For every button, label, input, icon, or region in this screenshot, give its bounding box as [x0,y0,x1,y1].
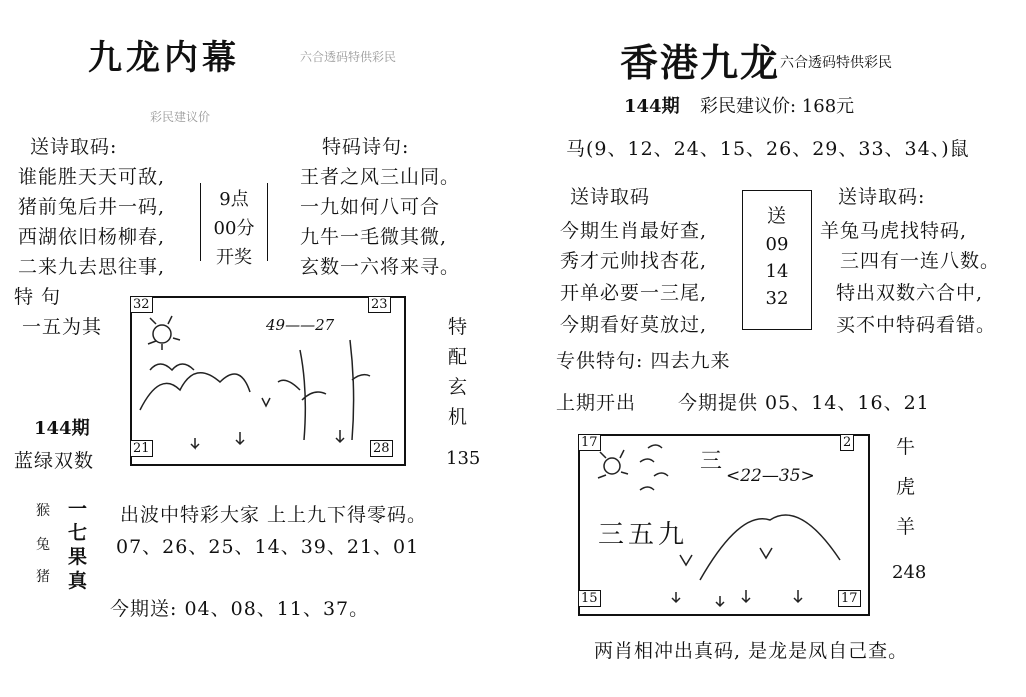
left-corner-tr: 23 [368,296,391,313]
left-poem-right-line: 玄数一六将来寻。 [300,256,461,278]
right-poem-right-line: 特出双数六合中, [836,282,984,304]
right-sketch-chars: 三五九 [598,520,689,550]
zodiac-small: 兔 [36,537,50,553]
right-vertical-value: 248 [892,562,927,583]
right-poem-right-line: 三四有一连八数。 [840,250,1001,272]
right-poem-line: 今期生肖最好查, [560,220,708,242]
left-vertical-label: 配 [448,346,469,368]
left-poem-right-line: 王者之风三山同。 [300,166,461,188]
right-sketch-three: 三 [700,449,723,474]
draw-time-hour: 9点 [219,189,249,210]
big-vertical-char: 真 [68,570,89,592]
cloud-icon [150,364,194,370]
right-corner-tl: 17 [578,434,601,451]
left-poem-line: 猪前兔后井一码, [18,196,166,218]
draw-time-label: 开奖 [216,247,252,268]
send-box-number: 09 [765,234,789,255]
arrow-icon [336,430,344,442]
draw-time-minute: 00分 [213,218,255,239]
arrow-icon [236,432,244,444]
right-poem-right-line: 羊兔马虎找特码, [820,220,968,242]
left-color-wave: 蓝绿双数 [14,450,95,472]
horse-line: 马(9、12、24、15、26、29、33、34、)鼠 [566,138,970,160]
left-faint-line: 彩民建议价 [150,110,211,124]
zodiac-small: 猪 [36,569,50,585]
right-poem-line: 秀才元帅找杏花, [560,250,708,272]
zodiac-small: 猴 [36,503,50,519]
right-section-right: 送诗取码: [838,186,926,208]
left-vertical-label: 机 [448,406,469,428]
right-poem-right-line: 买不中特码看错。 [836,314,997,336]
left-vertical-label: 特 [448,316,469,338]
right-corner-bl: 15 [578,590,601,607]
big-vertical-char: 一 [68,498,89,520]
left-poem-line: 谁能胜天天可敌, [18,166,166,188]
numbers-row: 07、26、25、14、39、21、01 [116,536,420,558]
left-corner-tl: 32 [130,296,153,313]
left-poem-line: 西湖依旧杨柳春, [18,226,166,248]
right-sketch-text: <22—35> [726,466,815,486]
right-title: 香港九龙 [620,40,781,85]
arrow-icon [191,438,199,448]
left-issue: 144期 [34,418,90,439]
send-box-label: 送 [766,205,787,227]
send-box-number: 14 [765,261,789,282]
right-corner-br: 17 [838,590,861,607]
left-poem-right-line: 九牛一毛微其微, [300,226,448,248]
left-title: 九龙内幕 [88,38,240,78]
send-box [742,190,812,330]
right-corner-tr: 2 [840,434,854,451]
right-vertical-label: 虎 [896,476,917,498]
right-issue: 144期 [624,96,680,117]
right-subtitle: 六合透码特供彩民 [780,55,892,71]
big-vertical-char: 果 [68,546,89,568]
left-vertical-label: 玄 [448,376,469,398]
left-subtitle: 六合透码特供彩民 [300,50,397,64]
left-poem-right-line: 一九如何八可合 [300,196,441,218]
right-footer: 两肖相冲出真码, 是龙是凤自己查。 [594,640,909,662]
left-sketch-text: 49——27 [266,316,335,334]
hill-icon [140,373,250,410]
last-open: 上期开出 [556,392,637,414]
right-price: 彩民建议价: 168元 [700,96,855,117]
today-send: 今期送: 04、08、11、37。 [110,598,370,620]
send-box-number: 32 [765,288,789,309]
sun-icon [153,325,171,343]
left-poem-line: 二来九去思往事, [18,256,166,278]
left-section-label: 送诗取码: [30,136,118,158]
left-section-right-label: 特码诗句: [322,136,410,158]
provide-numbers: 今期提供 05、14、16、21 [678,392,930,414]
left-corner-br: 28 [370,440,393,457]
right-vertical-label: 牛 [896,436,917,458]
tree-icon [278,350,326,440]
left-special-label: 特 句 [14,286,62,308]
big-vertical-char: 七 [68,522,89,544]
right-poem-line: 开单必要一三尾, [560,282,708,304]
right-poem-line: 今期看好莫放过, [560,314,708,336]
right-vertical-label: 羊 [896,516,917,538]
right-section-left: 送诗取码 [570,186,651,208]
special-sentence: 专供特句: 四去九来 [556,350,731,372]
tree-icon [350,340,370,440]
wave-text: 出波中特彩大家 上上九下得零码。 [120,504,428,526]
arrow-icon [262,398,270,406]
left-special-text: 一五为其 [22,316,103,338]
left-corner-bl: 21 [130,440,153,457]
left-vertical-value: 135 [446,448,481,469]
